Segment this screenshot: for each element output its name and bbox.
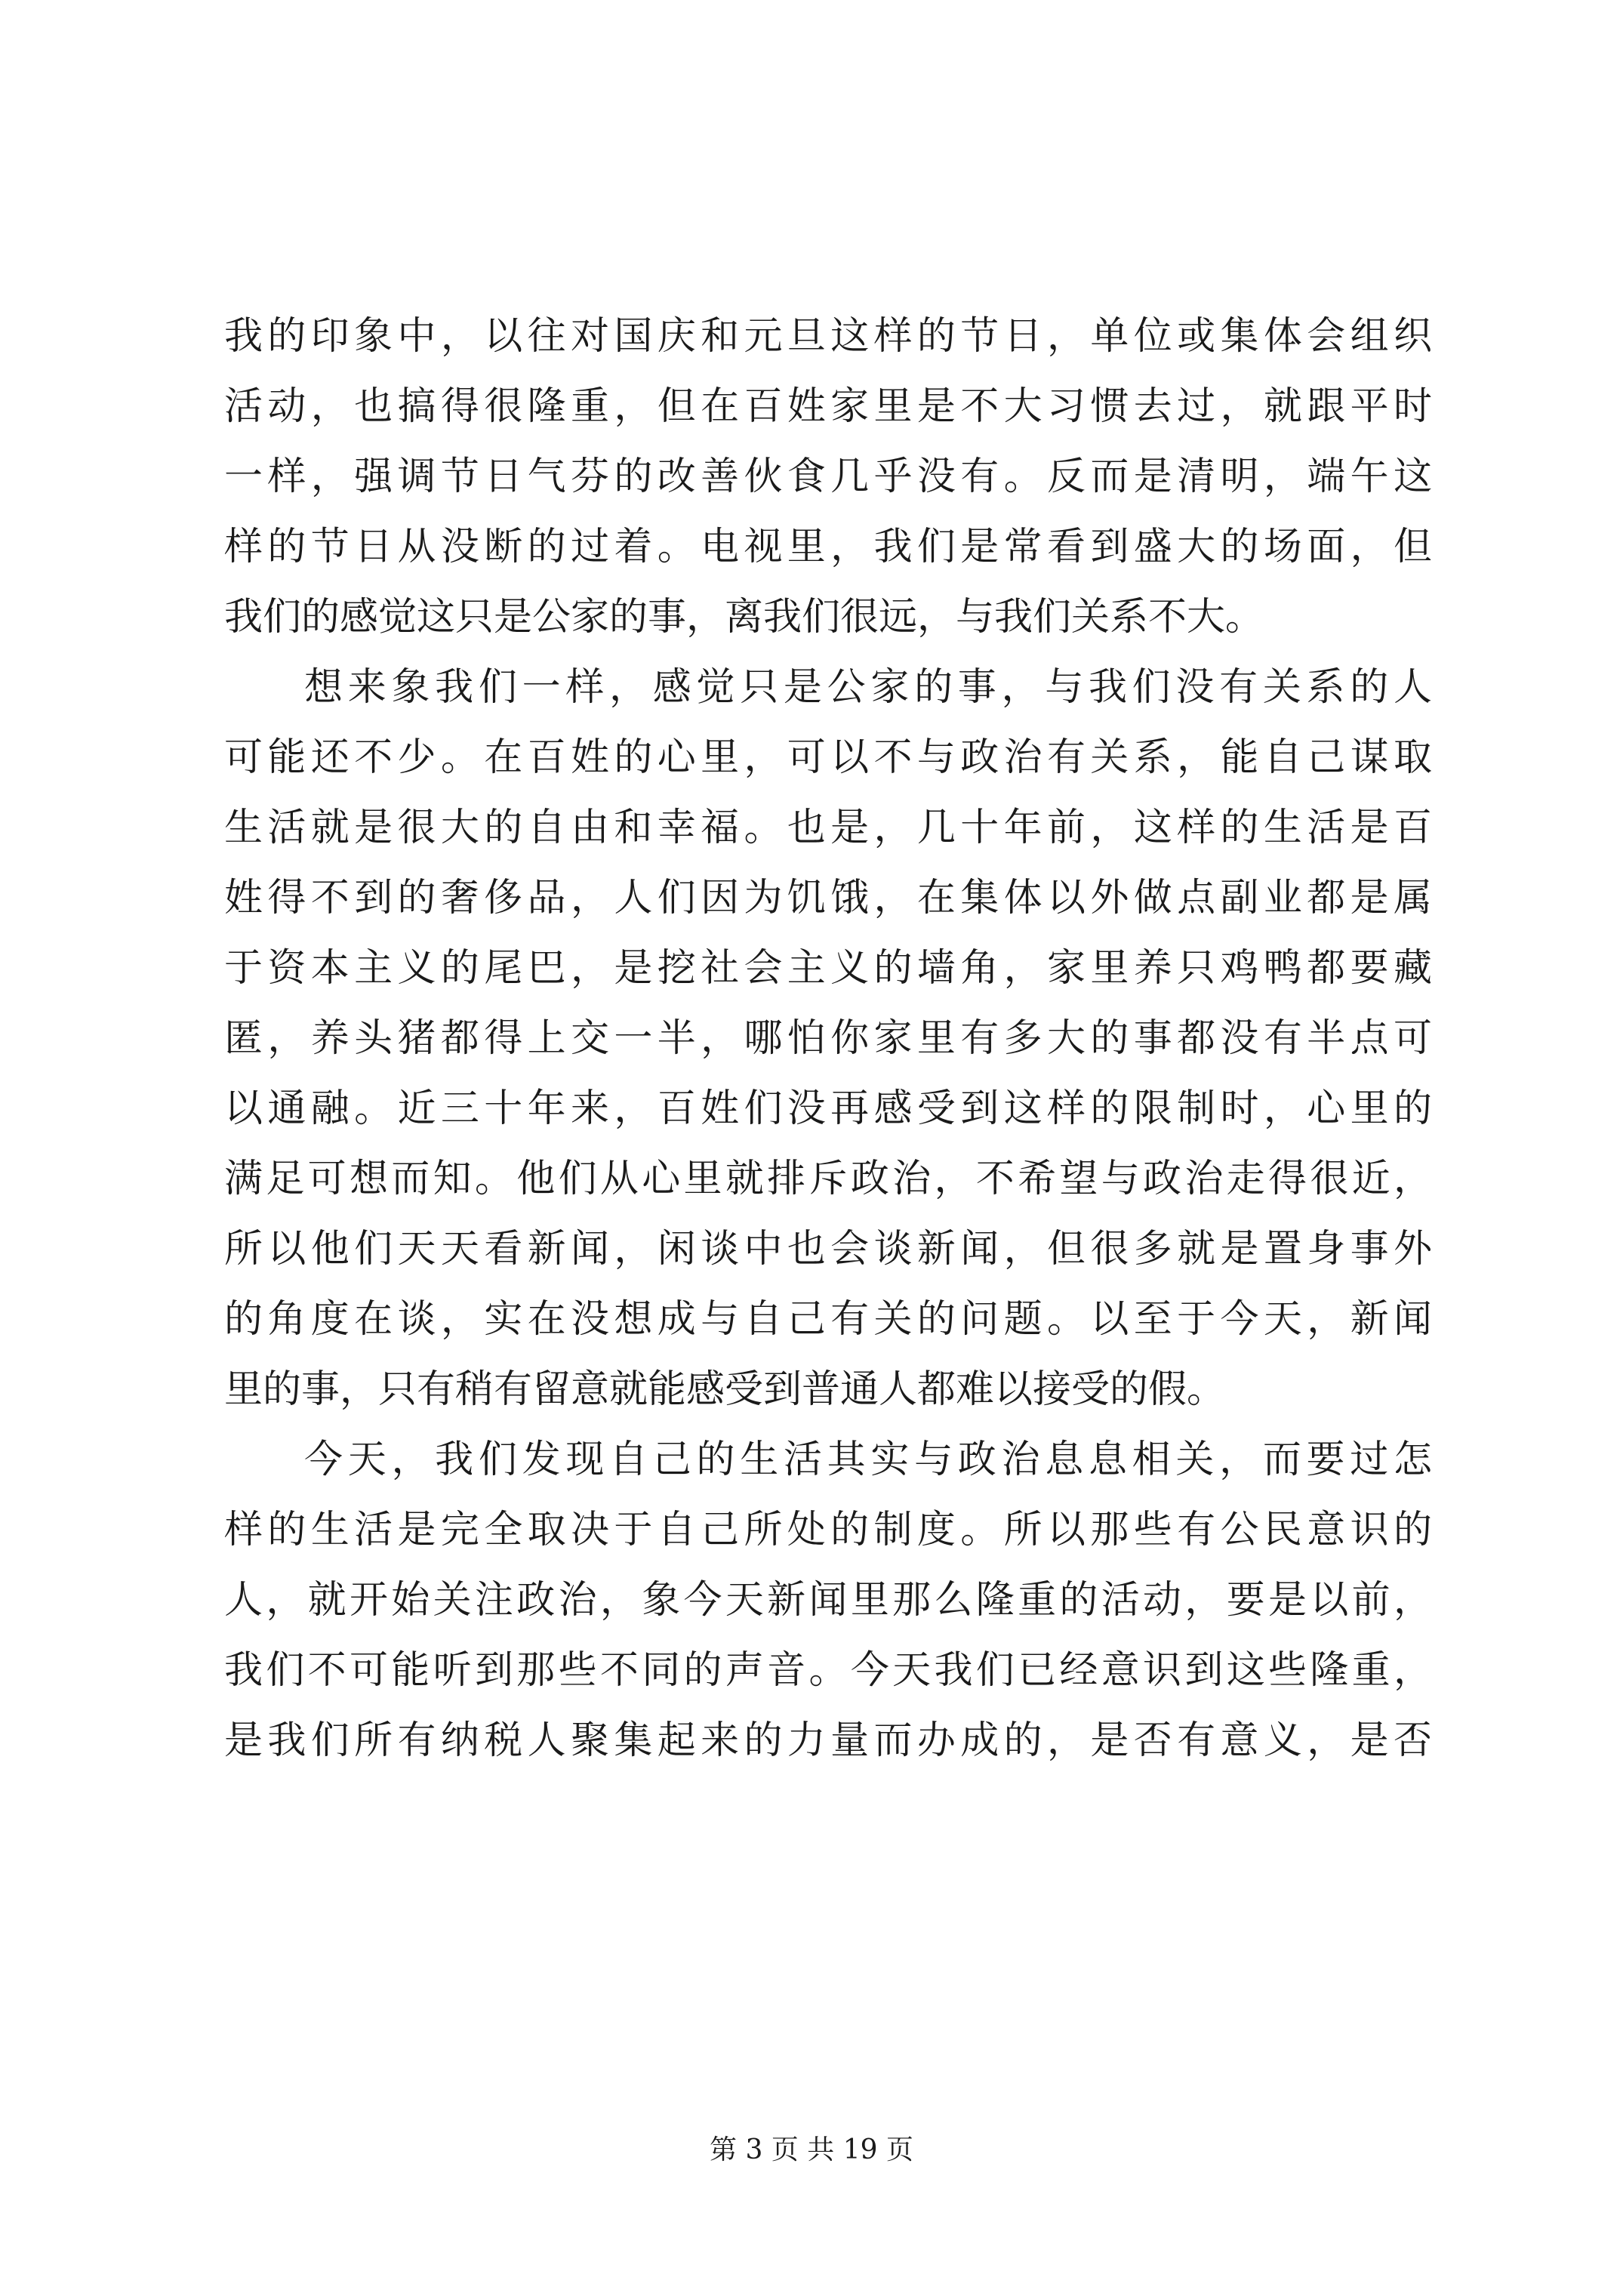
text-line: 一样，强调节日气芬的改善伙食几乎没有。反而是清明，端午这 <box>224 455 1432 499</box>
text-line: 姓得不到的奢侈品，人们因为饥饿，在集体以外做点副业都是属 <box>224 876 1432 920</box>
text-line: 于资本主义的尾巴，是挖社会主义的墙角，家里养只鸡鸭都要藏 <box>224 946 1432 991</box>
text-line: 样的节日从没断的过着。电视里，我们是常看到盛大的场面，但 <box>224 525 1432 569</box>
text-line: 里的事，只有稍有留意就能感受到普通人都难以接受的假。 <box>224 1367 1226 1412</box>
text-line: 可能还不少。在百姓的心里，可以不与政治有关系，能自己谋取 <box>224 735 1432 780</box>
text-line: 我们的感觉这只是公家的事，离我们很远，与我们关系不大。 <box>224 595 1264 639</box>
text-line: 我的印象中，以往对国庆和元旦这样的节日，单位或集体会组织 <box>224 314 1432 359</box>
text-line: 匿，养头猪都得上交一半，哪怕你家里有多大的事都没有半点可 <box>224 1016 1432 1061</box>
text-line: 是我们所有纳税人聚集起来的力量而办成的，是否有意义，是否 <box>224 1718 1432 1763</box>
text-line: 我们不可能听到那些不同的声音。今天我们已经意识到这些隆重， <box>224 1648 1432 1693</box>
text-line: 以通融。近三十年来，百姓们没再感受到这样的限制时，心里的 <box>224 1086 1432 1131</box>
page-number-footer: 第 3 页 共 19 页 <box>710 2134 913 2165</box>
text-line: 满足可想而知。他们从心里就排斥政治，不希望与政治走得很近， <box>224 1157 1432 1201</box>
text-line: 的角度在谈，实在没想成与自己有关的问题。以至于今天，新闻 <box>224 1297 1432 1342</box>
text-line: 生活就是很大的自由和幸福。也是，几十年前，这样的生活是百 <box>224 806 1432 850</box>
paragraph-start-line: 今天，我们发现自己的生活其实与政治息息相关，而要过怎 <box>304 1438 1432 1482</box>
paragraph-start-line: 想来象我们一样，感觉只是公家的事，与我们没有关系的人 <box>304 665 1432 710</box>
text-line: 样的生活是完全取决于自己所处的制度。所以那些有公民意识的 <box>224 1508 1432 1552</box>
text-line: 活动，也搞得很隆重，但在百姓家里是不大习惯去过，就跟平时 <box>224 384 1432 429</box>
text-line: 所以他们天天看新闻，闲谈中也会谈新闻，但很多就是置身事外 <box>224 1227 1432 1271</box>
text-line: 人，就开始关注政治，象今天新闻里那么隆重的活动，要是以前， <box>224 1578 1432 1623</box>
